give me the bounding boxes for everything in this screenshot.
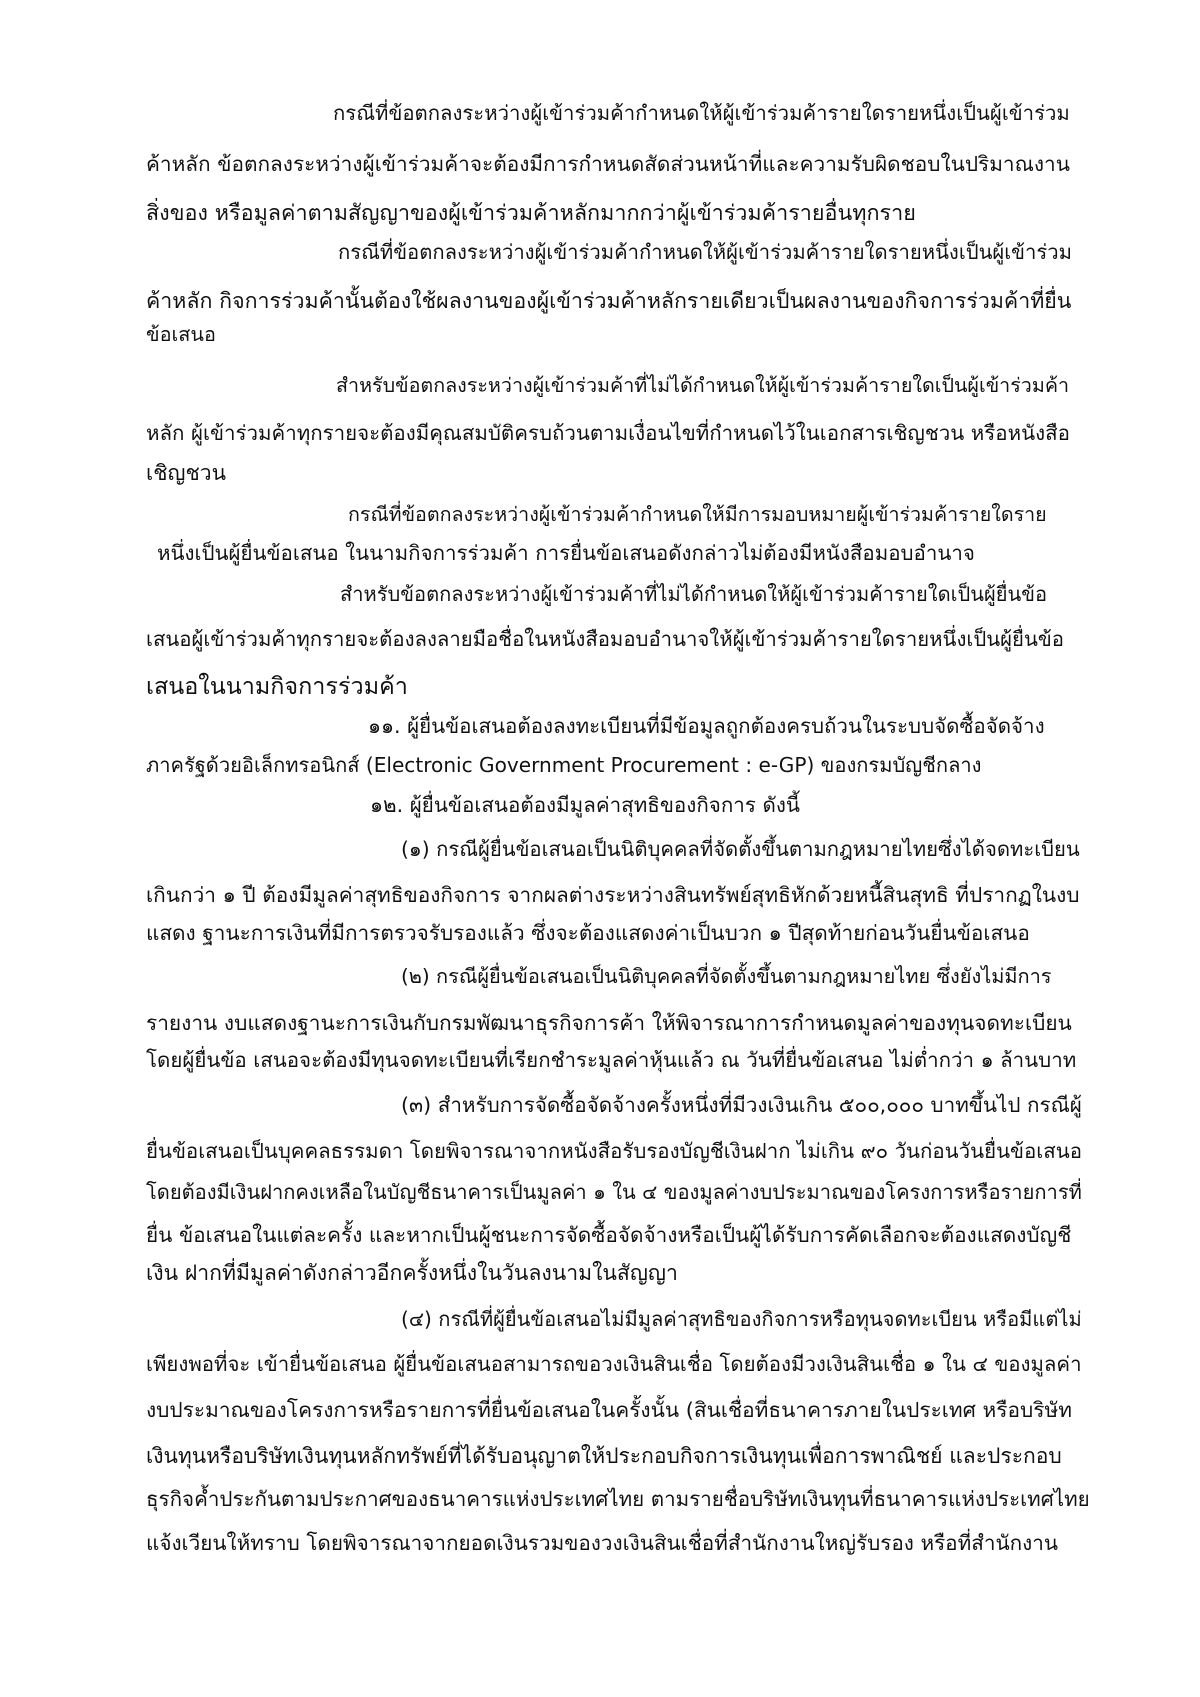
paragraph-line: เสนอผู้เข้าร่วมค้าทุกรายจะต้องลงลายมือชื่อในหนังสือมอบอำนาจให้ผู้เข้าร่วมค้ารายใดรายหนึ่งเป็นผู้ยื่นข้อ (146, 627, 1064, 651)
paragraph-line: ๑๑. ผู้ยื่นข้อเสนอต้องลงทะเบียนที่มีข้อมูลถูกต้องครบถ้วนในระบบจัดซื้อจัดจ้าง (368, 714, 1045, 738)
paragraph-line: งบประมาณของโครงการหรือรายการที่ยื่นข้อเสนอในครั้งนั้น (สินเชื่อที่ธนาคารภายในประเทศ หรือบริษัท (146, 1398, 1072, 1422)
paragraph-line: โดยผู้ยื่นข้อ เสนอจะต้องมีทุนจดทะเบียนที่เรียกชำระมูลค่าหุ้นแล้ว ณ วันที่ยื่นข้อเสนอ ไม่ต่ำกว่า ๑ ล้านบาท (146, 1048, 1077, 1072)
paragraph-line: ข้อเสนอ (146, 323, 216, 346)
paragraph-line: รายงาน งบแสดงฐานะการเงินกับกรมพัฒนาธุรกิจการค้า ให้พิจารณาการกำหนดมูลค่าของทุนจดทะเบียน (146, 1011, 1072, 1035)
paragraph-line: สำหรับข้อตกลงระหว่างผู้เข้าร่วมค้าที่ไม่ได้กำหนดให้ผู้เข้าร่วมค้ารายใดเป็นผู้เข้าร่วมค้า (336, 374, 1070, 397)
paragraph-line: ๑๒. ผู้ยื่นข้อเสนอต้องมีมูลค่าสุทธิของกิจการ ดังนี้ (370, 793, 800, 817)
paragraph-line: (๒) กรณีผู้ยื่นข้อเสนอเป็นนิติบุคคลที่จัดตั้งขึ้นตามกฎหมายไทย ซึ่งยังไม่มีการ (401, 964, 1052, 988)
paragraph-line: เพียงพอที่จะ เข้ายื่นข้อเสนอ ผู้ยื่นข้อเสนอสามารถขอวงเงินสินเชื่อ โดยต้องมีวงเงินสินเชื่อ ๑ ใน ๔ ของมูลค่า (146, 1352, 1082, 1376)
paragraph-line: สิ่งของ หรือมูลค่าตามสัญญาของผู้เข้าร่วมค้าหลักมากกว่าผู้เข้าร่วมค้ารายอื่นทุกราย (146, 201, 916, 226)
paragraph-line: เชิญชวน (146, 460, 226, 485)
paragraph-line: เงินทุนหรือบริษัทเงินทุนหลักทรัพย์ที่ได้รับอนุญาตให้ประกอบกิจการเงินทุนเพื่อการพาณิชย์ และประกอบ (146, 1443, 1062, 1468)
paragraph-line: ค้าหลัก กิจการร่วมค้านั้นต้องใช้ผลงานของผู้เข้าร่วมค้าหลักรายเดียวเป็นผลงานของกิจการร่วมค้าที่ยื่น (146, 289, 1072, 314)
paragraph-line: เสนอในนามกิจการร่วมค้า (146, 672, 408, 700)
paragraph-line: แจ้งเวียนให้ทราบ โดยพิจารณาจากยอดเงินรวมของวงเงินสินเชื่อที่สำนักงานใหญ่รับรอง หรือที่สำนักงาน (146, 1531, 1059, 1555)
paragraph-line: โดยต้องมีเงินฝากคงเหลือในบัญชีธนาคารเป็นมูลค่า ๑ ใน ๔ ของมูลค่างบประมาณของโครงการหรือรายการที่ (146, 1180, 1082, 1204)
paragraph-line: ยื่น ข้อเสนอในแต่ละครั้ง และหากเป็นผู้ชนะการจัดซื้อจัดจ้างหรือเป็นผู้ได้รับการคัดเลือกจะต้องแสดงบัญชี (146, 1223, 1072, 1247)
paragraph-line: (๔) กรณีที่ผู้ยื่นข้อเสนอไม่มีมูลค่าสุทธิของกิจการหรือทุนจดทะเบียน หรือมีแต่ไม่ (401, 1307, 1082, 1331)
paragraph-line: หนึ่งเป็นผู้ยื่นข้อเสนอ ในนามกิจการร่วมค้า การยื่นข้อเสนอดังกล่าวไม่ต้องมีหนังสือมอบอำนาจ (157, 541, 975, 565)
paragraph-line: (๓) สำหรับการจัดซื้อจัดจ้างครั้งหนึ่งที่มีวงเงินเกิน ๕๐๐,๐๐๐ บาทขึ้นไป กรณีผู้ (401, 1093, 1082, 1117)
paragraph-line: (๑) กรณีผู้ยื่นข้อเสนอเป็นนิติบุคคลที่จัดตั้งขึ้นตามกฎหมายไทยซึ่งได้จดทะเบียน (401, 837, 1080, 861)
paragraph-line: หลัก ผู้เข้าร่วมค้าทุกรายจะต้องมีคุณสมบัติครบถ้วนตามเงื่อนไขที่กำหนดไว้ในเอกสารเชิญชวน หรือหนังสือ (146, 421, 1070, 445)
paragraph-line: เกินกว่า ๑ ปี ต้องมีมูลค่าสุทธิของกิจการ จากผลต่างระหว่างสินทรัพย์สุทธิหักด้วยหนี้สินสุทธิ ที่ปรากฏในงบ (146, 883, 1080, 907)
paragraph-line: ธุรกิจค้ำประกันตามประกาศของธนาคารแห่งประเทศไทย ตามรายชื่อบริษัทเงินทุนที่ธนาคารแห่งประเทศไทย (146, 1487, 1090, 1511)
paragraph-line: ยื่นข้อเสนอเป็นบุคคลธรรมดา โดยพิจารณาจากหนังสือรับรองบัญชีเงินฝาก ไม่เกิน ๙๐ วันก่อนวันยื่นข้อเสนอ (146, 1139, 1082, 1163)
paragraph-line: ค้าหลัก ข้อตกลงระหว่างผู้เข้าร่วมค้าจะต้องมีการกำหนดสัดส่วนหน้าที่และความรับผิดชอบในปริมาณงาน (146, 152, 1070, 176)
paragraph-line: กรณีที่ข้อตกลงระหว่างผู้เข้าร่วมค้ากำหนดให้ผู้เข้าร่วมค้ารายใดรายหนึ่งเป็นผู้เข้าร่วม (338, 240, 1072, 264)
paragraph-line: สำหรับข้อตกลงระหว่างผู้เข้าร่วมค้าที่ไม่ได้กำหนดให้ผู้เข้าร่วมค้ารายใดเป็นผู้ยื่นข้อ (340, 582, 1047, 606)
paragraph-line: แสดง ฐานะการเงินที่มีการตรวจรับรองแล้ว ซึ่งจะต้องแสดงค่าเป็นบวก ๑ ปีสุดท้ายก่อนวันยื่นข้อเสนอ (146, 921, 1030, 945)
paragraph-line: ภาครัฐด้วยอิเล็กทรอนิกส์ (Electronic Government Procurement : e-GP) ของกรมบัญชีกลาง (146, 753, 982, 777)
paragraph-line: กรณีที่ข้อตกลงระหว่างผู้เข้าร่วมค้ากำหนดให้มีการมอบหมายผู้เข้าร่วมค้ารายใดราย (348, 503, 1047, 526)
paragraph-line: กรณีที่ข้อตกลงระหว่างผู้เข้าร่วมค้ากำหนดให้ผู้เข้าร่วมค้ารายใดรายหนึ่งเป็นผู้เข้าร่วม (333, 101, 1070, 125)
paragraph-line: เงิน ฝากที่มีมูลค่าดังกล่าวอีกครั้งหนึ่งในวันลงนามในสัญญา (146, 1261, 678, 1286)
